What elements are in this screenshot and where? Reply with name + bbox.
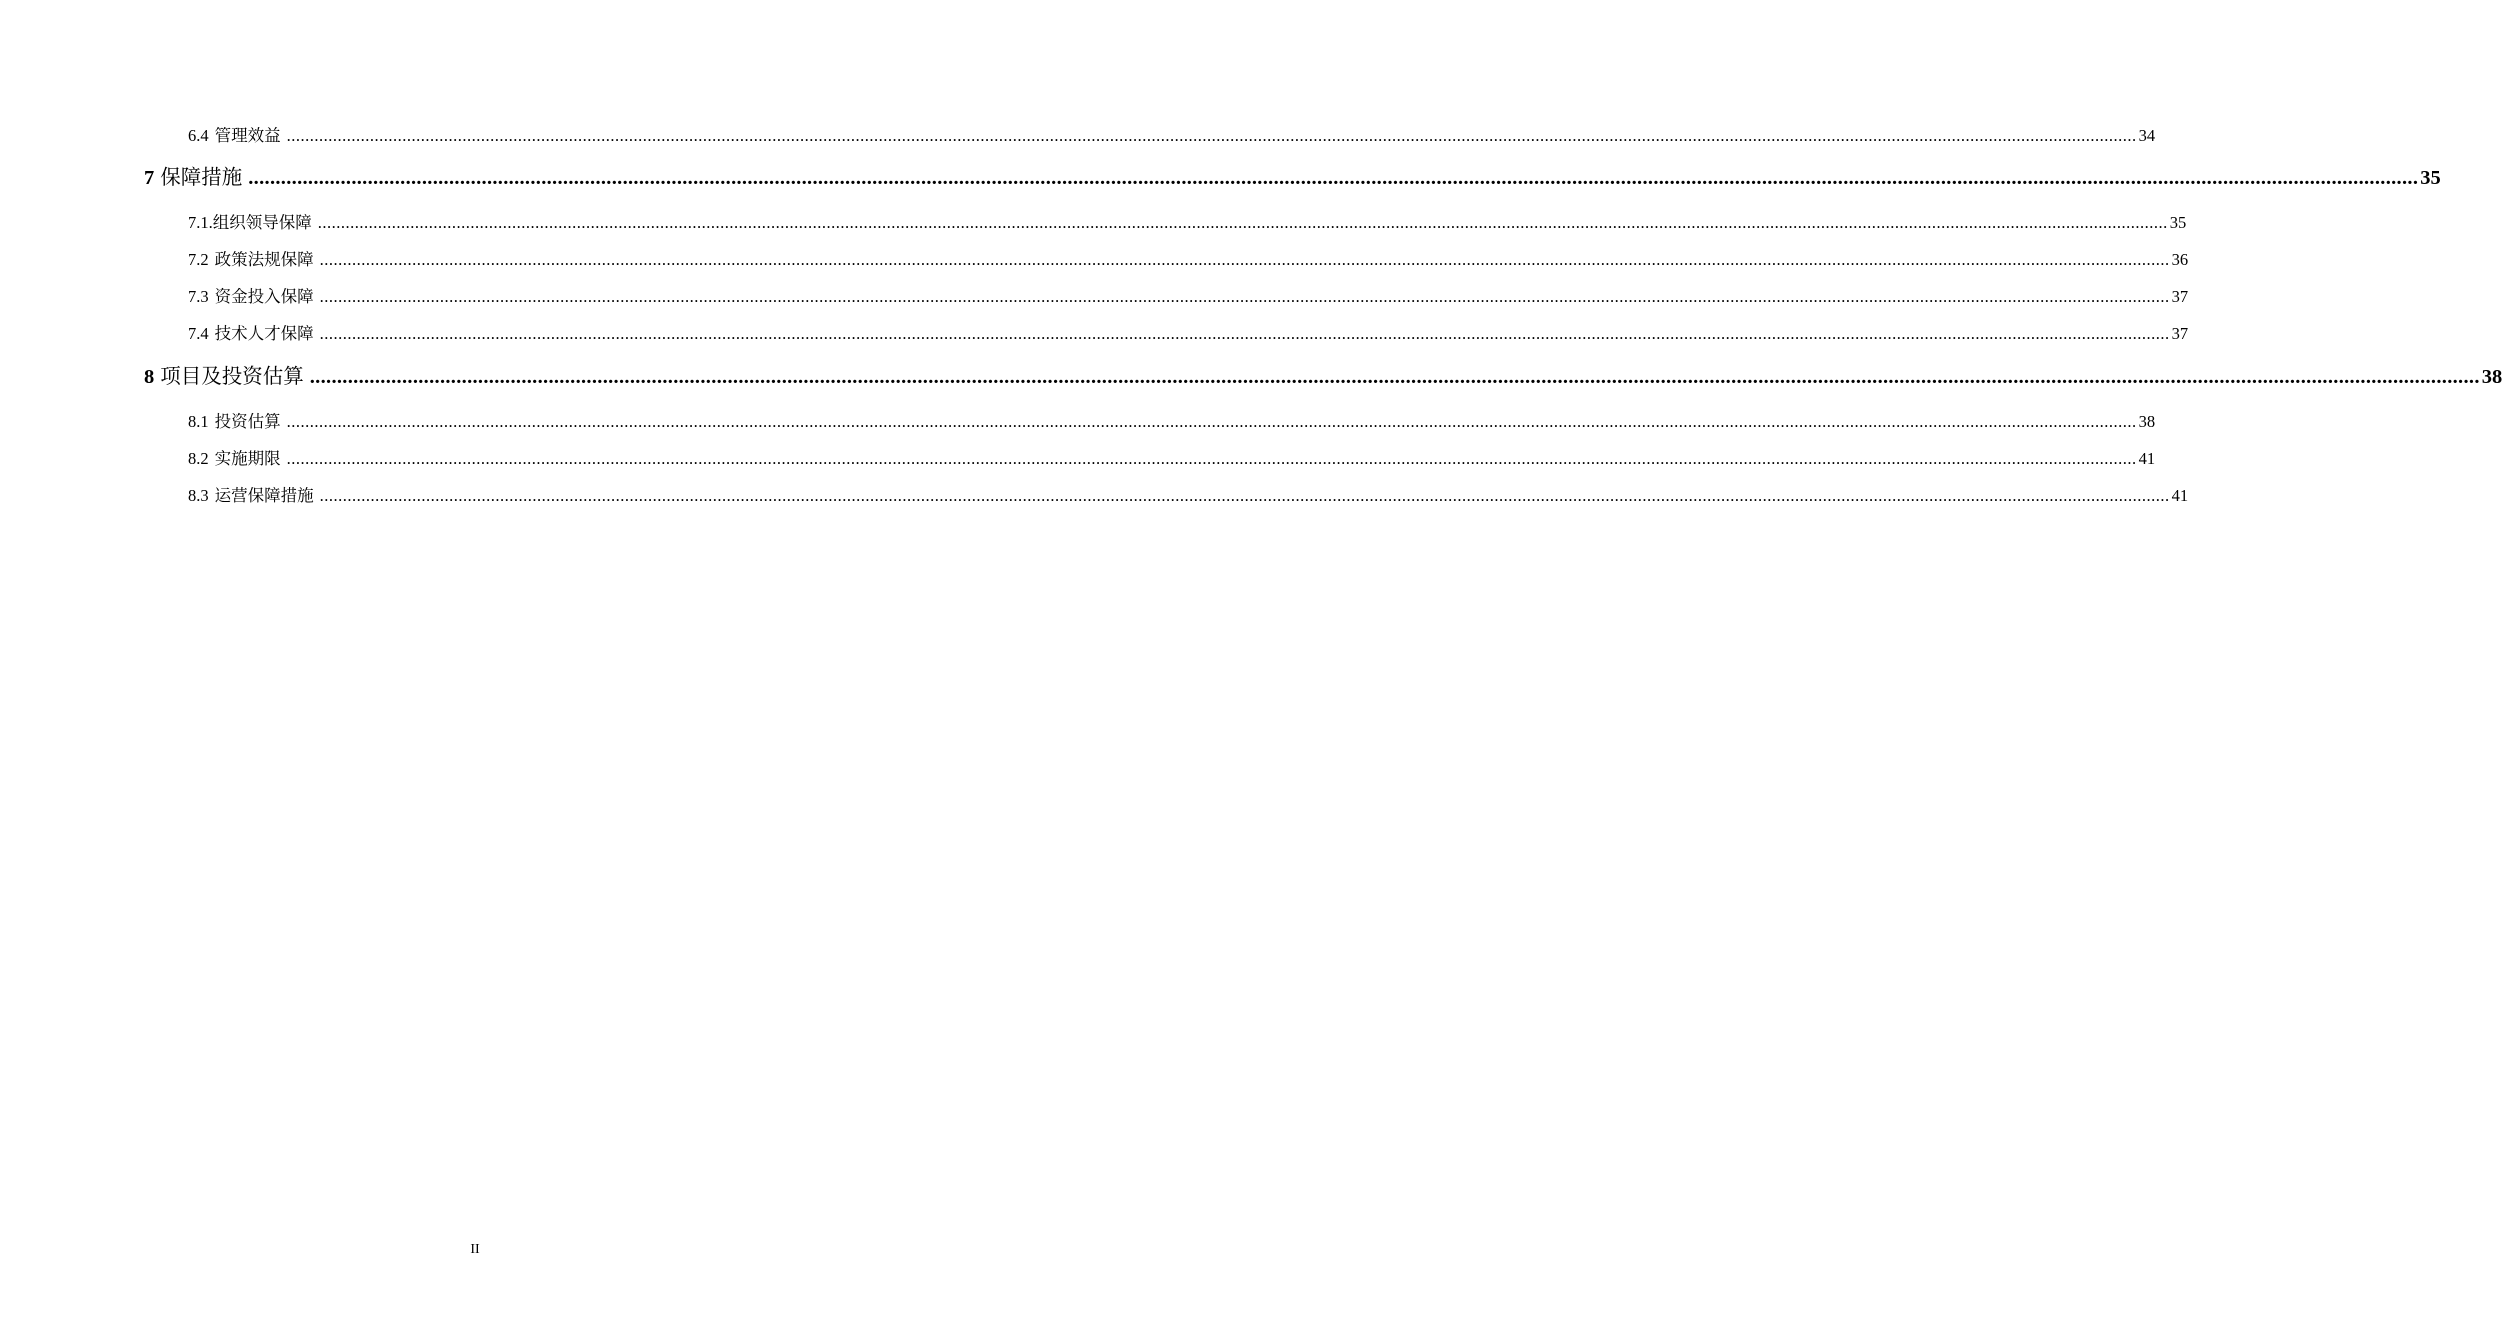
toc-entry-page: 38 <box>2481 366 2502 388</box>
toc-entry-title: 技术人才保障 <box>214 324 314 343</box>
toc-entry-page: 34 <box>2138 126 2156 145</box>
toc-entry[interactable] <box>188 320 2189 344</box>
toc-chapter-entry[interactable] <box>144 160 2441 190</box>
toc-entry-number: 8.1 <box>188 412 209 431</box>
toc-entry-page: 35 <box>2169 213 2187 232</box>
toc-entry-title: 政策法规保障 <box>214 250 314 269</box>
page-number-footer: II <box>470 1242 480 1257</box>
toc-entry[interactable] <box>188 482 2189 506</box>
toc-entry[interactable] <box>188 209 2187 233</box>
dot-leader: ................................................................................................................................................................................................................................................................................................................................................................................................................ <box>319 486 2170 505</box>
toc-chapter-entry[interactable] <box>144 359 2502 389</box>
toc-entry-page: 36 <box>2171 250 2189 269</box>
dot-leader: ................................................................................................................................................................................................................................................................................................................................................................................................................ <box>317 213 2168 232</box>
toc-entry-title: 实施期限 <box>214 449 281 468</box>
toc-entry[interactable] <box>188 246 2189 270</box>
toc-entry-title: 保障措施 <box>160 167 243 189</box>
dot-leader: ................................................................................................................................................................................................................................................................................................................................................................................................................ <box>286 449 2137 468</box>
toc-entry-number: 8 <box>144 366 155 388</box>
toc-entry-number: 6.4 <box>188 126 209 145</box>
toc-entry-title: 资金投入保障 <box>214 287 314 306</box>
dot-leader: ................................................................................................................................................................................................................................................................................................................................................................................................................ <box>319 287 2170 306</box>
toc-entry-page: 38 <box>2138 412 2156 431</box>
dot-leader: ................................................................................................................................................................................................................................................................................................................................................................................................................ <box>286 412 2137 431</box>
toc-entry-title: 管理效益 <box>214 126 281 145</box>
toc-entry-number: 8.3 <box>188 486 209 505</box>
toc-entry-page: 41 <box>2138 449 2156 468</box>
toc-entry-title: 投资估算 <box>214 412 281 431</box>
dot-leader: ................................................................................................................................................................................................................................................................................................................................................................................................................ <box>286 126 2137 145</box>
toc-entry-page: 37 <box>2171 324 2189 343</box>
dot-leader: ................................................................................................................................................................................................................................................................................................................................................................................................................ <box>319 324 2170 343</box>
dot-leader: ................................................................................................................................................................................................................................................................................................................................................................................................................ <box>248 167 2419 189</box>
toc-entry-page: 41 <box>2171 486 2189 505</box>
toc-entry-page: 37 <box>2171 287 2189 306</box>
toc-entry-title: 运营保障措施 <box>214 486 314 505</box>
toc-entry-title: 项目及投资估算 <box>160 366 304 388</box>
toc-entry-number: 7.4 <box>188 324 209 343</box>
toc-entry[interactable] <box>188 122 2156 146</box>
toc-entry[interactable] <box>188 445 2156 469</box>
toc-entry-page: 35 <box>2420 167 2441 189</box>
toc-entry[interactable] <box>188 408 2156 432</box>
toc-entry-number: 8.2 <box>188 449 209 468</box>
toc-entry-number: 7 <box>144 167 155 189</box>
toc-entry-title: 组织领导保障 <box>212 213 312 232</box>
toc-entry-number: 7.2 <box>188 250 209 269</box>
dot-leader: ................................................................................................................................................................................................................................................................................................................................................................................................................ <box>309 366 2480 388</box>
toc-entry[interactable] <box>188 283 2189 307</box>
toc-entry-number: 7.3 <box>188 287 209 306</box>
toc-entry-number: 7.1. <box>188 213 213 232</box>
dot-leader: ................................................................................................................................................................................................................................................................................................................................................................................................................ <box>319 250 2170 269</box>
